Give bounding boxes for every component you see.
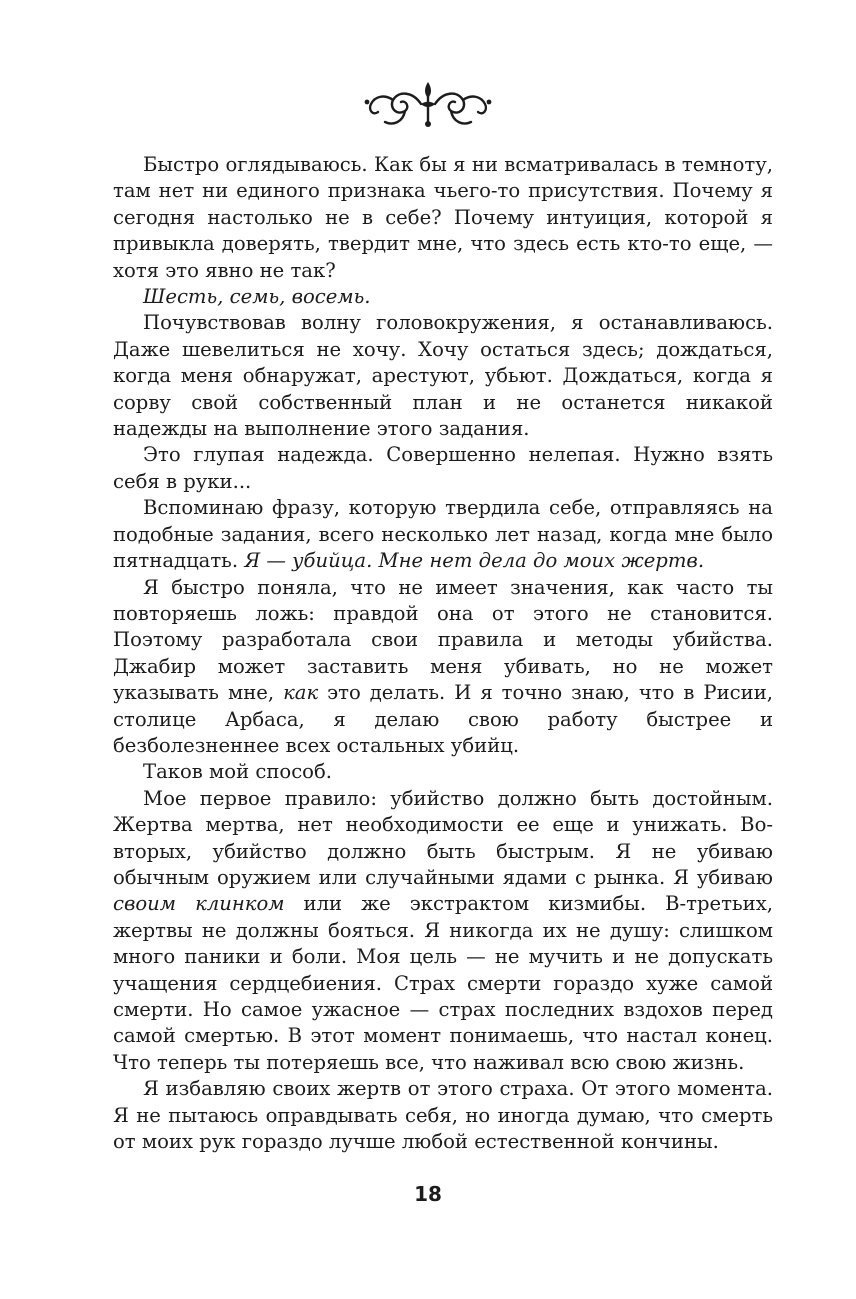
body-text xyxy=(113,152,773,1155)
paragraph xyxy=(113,310,773,442)
paragraph xyxy=(113,759,773,785)
italic-text: Я — убийца. Мне нет дела до моих жертв. xyxy=(244,549,705,573)
text-run: Это глупая надежда. Совершенно нелепая. Нужно взять себя в руки... xyxy=(113,443,773,493)
paragraph xyxy=(113,442,773,495)
decorative-flourish-icon xyxy=(363,74,493,136)
text-run: Мое первое правило: убийство должно быть достойным. Жертва мертва, нет необходимости ее еще и унижать. Во-вторых, убийство должно быть быстрым. Я не убиваю обычным оружием или случайными ядами с рынка. Я убиваю xyxy=(113,786,773,889)
text-run: Почувствовав волну головокружения, я останавливаюсь. Даже шевелиться не хочу. Хочу остаться здесь; дождаться, когда меня обнаружат, арестуют, убьют. Дождаться, когда я сорву свой собственный план и не останется никакой надежды на выполнение этого задания. xyxy=(113,311,773,441)
text-run: это делать. И я точно знаю, что в Рисии, столице Арбаса, я делаю свою работу быстрее и безболезненнее всех остальных убийц. xyxy=(113,681,773,757)
paragraph xyxy=(113,786,773,1076)
text-run: Вспоминаю фразу, которую твердила себе, отправляясь на подобные задания, всего несколько лет назад, когда мне было пятнадцать. xyxy=(113,496,773,573)
paragraph xyxy=(113,152,773,284)
page-number: 18 xyxy=(414,1182,442,1206)
text-run: Быстро оглядываюсь. Как бы я ни всматривалась в темноту, там нет ни единого признака чьего-то присутствия. Почему я сегодня настолько не в себе? Почему интуиция, которой я привыкла доверять, твердит мне, что здесь есть кто-то еще, — хотя это явно не так? xyxy=(113,153,773,282)
text-run: Таков мой способ. xyxy=(143,760,333,784)
paragraph xyxy=(113,495,773,574)
italic-text: Шесть, семь, восемь. xyxy=(143,285,371,309)
paragraph xyxy=(113,284,773,310)
italic-text: своим клинком xyxy=(113,892,285,916)
text-run: Я быстро поняла, что не имеет значения, как часто ты повторяешь ложь: правдой она от этого не становится. Поэтому разработала свои правила и методы убийства. Джабир может заставить меня убивать, но не может указывать мне, xyxy=(113,575,773,705)
italic-text: как xyxy=(283,681,319,705)
text-run: Я избавляю своих жертв от этого страха. От этого момента. Я не пытаюсь оправдывать себя, но иногда думаю, что смерть от моих рук гораздо лучше любой естественной кончины. xyxy=(113,1077,773,1154)
paragraph xyxy=(113,1076,773,1155)
ornament-header xyxy=(0,74,856,136)
paragraph xyxy=(113,575,773,760)
text-run: или же экстрактом кизмибы. В-третьих, жертвы не должны бояться. Я никогда их не душу: слишком много паники и боли. Моя цель — не мучить и не допускать учащения сердцебиения. Страх смерти гораздо хуже самой смерти. Но самое ужасное — страх последних вздохов перед самой смертью. В этот момент понимаешь, что настал конец. Что теперь ты потеряешь все, что наживал всю свою жизнь. xyxy=(113,892,773,1074)
